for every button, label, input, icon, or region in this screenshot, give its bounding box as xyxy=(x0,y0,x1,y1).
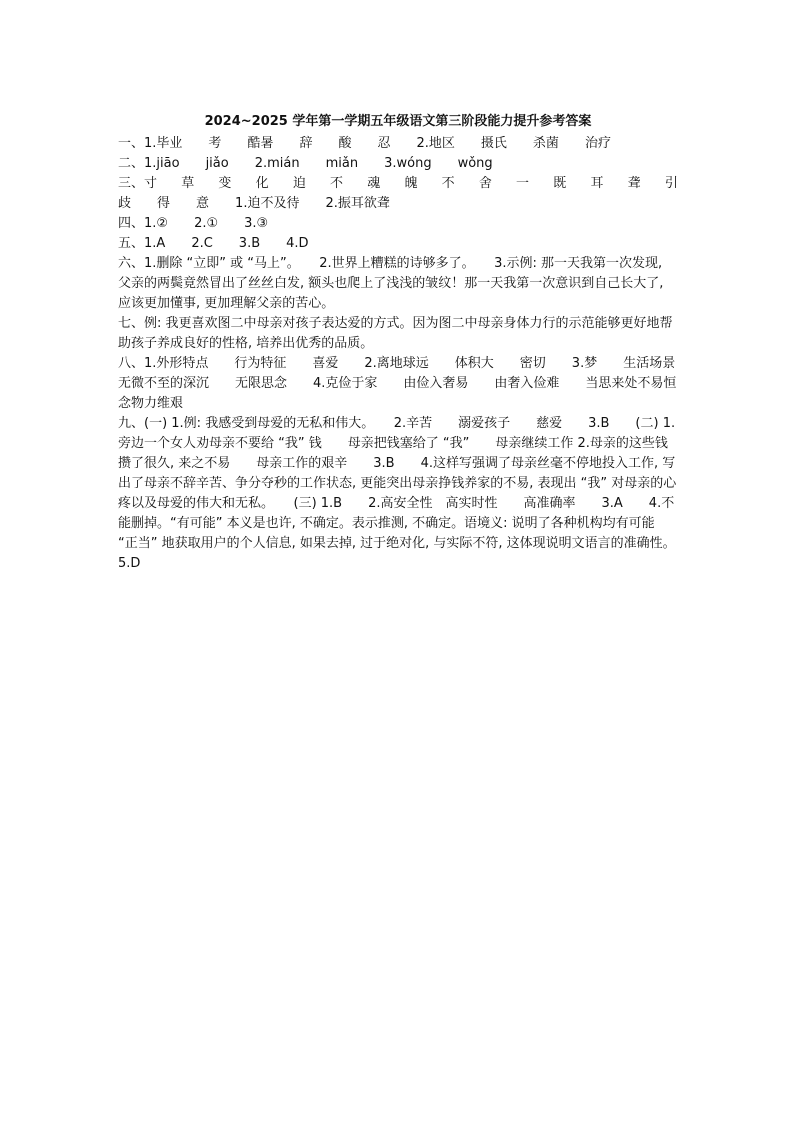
q3-char-2: 草 xyxy=(181,176,195,191)
q1-part2: 2.地区 xyxy=(416,136,455,151)
q4-item-2: 2.① xyxy=(194,216,219,231)
answer-q3-row1 xyxy=(118,174,678,194)
q5-item-4: 4.D xyxy=(286,236,309,251)
q1-word-6: 忍 xyxy=(377,136,391,151)
q3-char-12: 既 xyxy=(553,176,567,191)
q1-word-2: 考 xyxy=(208,136,222,151)
page-title: 2024~2025 学年第一学期五年级语文第三阶段能力提升参考答案 xyxy=(204,114,592,129)
q2-prefix: 二、1. xyxy=(118,156,157,171)
q1-word-9: 治疗 xyxy=(584,136,611,151)
q3-char-9: 不 xyxy=(441,176,455,191)
q4-item-3: 3.③ xyxy=(244,216,269,231)
q1-word-1: 毕业 xyxy=(156,136,183,151)
q1-word-5: 酸 xyxy=(338,136,352,151)
q3-char-17: 得 xyxy=(157,196,171,211)
q5-prefix: 五、 xyxy=(118,236,145,251)
q1-prefix: 一、1. xyxy=(118,136,157,151)
q3-char-11: 一 xyxy=(516,176,530,191)
q1-word-4: 辞 xyxy=(299,136,313,151)
answer-q2 xyxy=(118,154,678,174)
answer-q4 xyxy=(118,214,678,234)
q4-prefix: 四、 xyxy=(118,216,145,231)
answer-q8: 八、1.外形特点 行为特征 喜爱 2.离地球远 体积大 密切 3.梦 生活场景无微不至的深沉 无限思念 4.克俭于家 由俭入奢易 由奢入俭难 当思来处不易恒念物力维艰 xyxy=(118,356,677,411)
q3-char-16: 歧 xyxy=(118,196,132,211)
q3-char-15: 引 xyxy=(664,176,678,191)
q2-item-1: jiāo xyxy=(156,156,180,171)
q3-prefix: 三、 xyxy=(118,176,145,191)
q2-item-5: 3.wóng xyxy=(384,156,432,171)
q3-char-18: 意 xyxy=(196,196,210,211)
answer-q6: 六、1.删除 “立即” 或 “马上”。 2.世界上糟糕的诗够多了。 3.示例: 那一天我第一次发现, 父亲的两鬓竟然冒出了丝丝白发, 额头也爬上了浅浅的皱纹！那一天我第一次意识到自己长大了, 应该更加懂事, 更加理解父亲的苦心。 xyxy=(118,256,664,311)
q2-item-3: 2.mián xyxy=(254,156,300,171)
q3-char-6: 不 xyxy=(330,176,344,191)
q3-part1: 1.迫不及待 xyxy=(235,196,300,211)
q2-item-2: jiǎo xyxy=(205,156,229,171)
q1-word-3: 酷暑 xyxy=(247,136,274,151)
q4-item-1: 1.② xyxy=(144,216,169,231)
q3-char-3: 变 xyxy=(218,176,232,191)
q3-char-4: 化 xyxy=(255,176,269,191)
q3-char-1: 寸 xyxy=(144,176,158,191)
answer-q9: 九、(一) 1.例: 我感受到母爱的无私和伟大。 2.辛苦 溺爱孩子 慈爱 3.B (二) 1. 旁边一个女人劝母亲不要给 “我” 钱 母亲把钱塞给了 “我” 母亲继续工作 2.母亲的这些钱攒了很久, 来之不易 母亲工作的艰辛 3.B 4.这样写强调了母亲丝毫不停地投入工作, 写出了母亲不辞辛苦、争分夺秒的工作状态, 更能突出母亲挣钱养家的不易, 表现出 “我” 对母亲的心疼以及母爱的伟大和无私。 (三) 1.B 2.高安全性 高实时性 高准确率 3.A 4.不能删掉。“有可能” 本义是也许, 不确定。表示推测, 不确定。语境义: 说明了各种机构均有可能 “正当” 地获取用户的个人信息, 如果去掉, 过于绝对化, 与实际不符, 这体现说明文语言的准确性。 5.D xyxy=(118,416,696,571)
q3-char-8: 魄 xyxy=(404,176,418,191)
q3-part2: 2.振耳欲聋 xyxy=(325,196,390,211)
q5-item-3: 3.B xyxy=(238,236,261,251)
q3-char-7: 魂 xyxy=(367,176,381,191)
q1-word-8: 杀菌 xyxy=(532,136,559,151)
answer-q1 xyxy=(118,134,678,154)
q3-prefix-char xyxy=(118,174,157,194)
q1-word-7: 摄氏 xyxy=(480,136,507,151)
answer-q7: 七、例: 我更喜欢图二中母亲对孩子表达爱的方式。因为图二中母亲身体力行的示范能够更好地帮助孩子养成良好的性格, 培养出优秀的品质。 xyxy=(118,316,673,351)
answer-q3-row2 xyxy=(118,194,678,214)
q5-item-2: 2.C xyxy=(191,236,213,251)
q3-char-10: 舍 xyxy=(478,176,492,191)
answer-q5 xyxy=(118,234,678,254)
q2-item-6: wǒng xyxy=(457,156,493,171)
q3-char-5: 迫 xyxy=(292,176,306,191)
q3-char-13: 耳 xyxy=(590,176,604,191)
q3-char-14: 聋 xyxy=(627,176,641,191)
answer-sheet xyxy=(118,112,696,574)
q5-item-1: 1.A xyxy=(144,236,166,251)
q2-item-4: miǎn xyxy=(325,156,359,171)
